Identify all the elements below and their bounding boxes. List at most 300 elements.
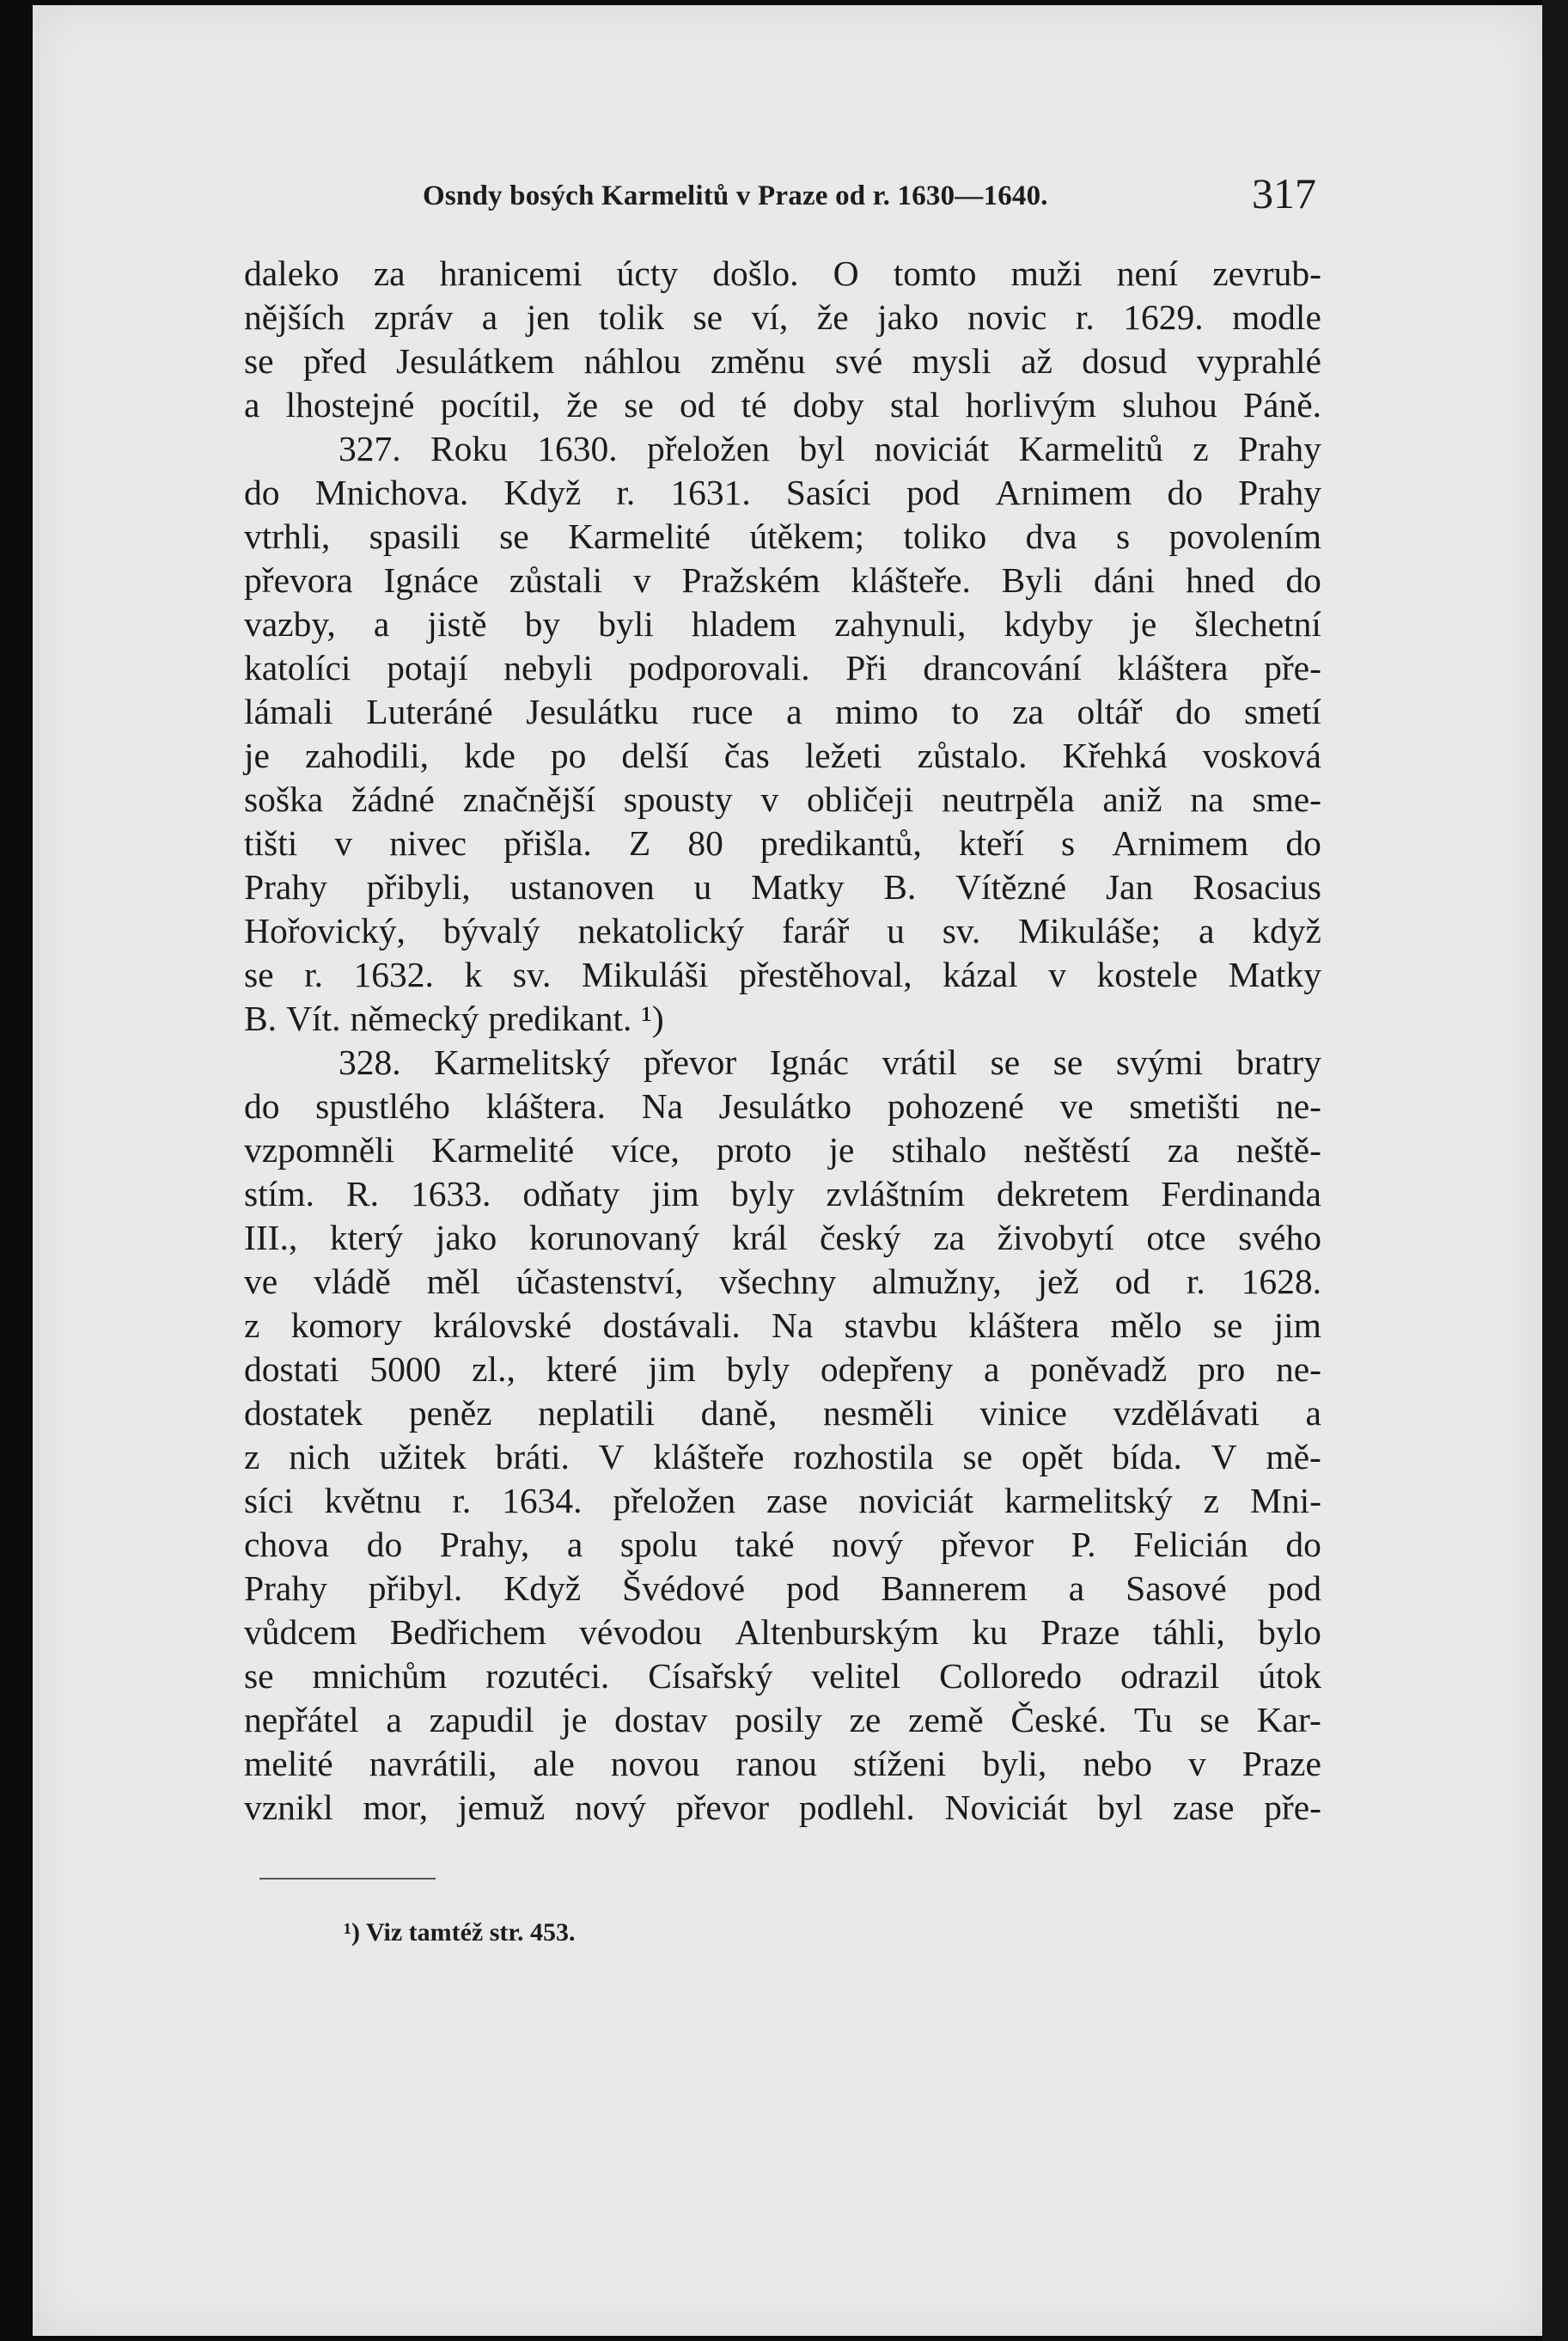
word: přibyli,: [366, 867, 471, 907]
word: podlehl.: [798, 1788, 915, 1827]
text-line: [244, 865, 1321, 909]
word: dostávali.: [602, 1305, 741, 1345]
word: dva: [1025, 516, 1077, 556]
word: není: [1116, 254, 1179, 293]
page-number: 317: [1252, 169, 1316, 217]
word: z: [1203, 1481, 1220, 1520]
word: 1628.: [1241, 1262, 1321, 1301]
word: neštěstí: [1023, 1130, 1131, 1170]
word: Colloredo: [939, 1656, 1083, 1696]
text-line: [244, 1654, 1321, 1698]
word: stavbu: [844, 1305, 938, 1345]
word: zvláštním: [826, 1174, 965, 1213]
word: Mikuláši: [581, 955, 709, 994]
word: v: [1187, 1744, 1206, 1783]
text-line: [244, 646, 1321, 690]
word: stihalo: [891, 1130, 987, 1170]
word: nový: [575, 1788, 647, 1827]
word: potají: [387, 648, 468, 688]
word: zůstalo.: [917, 736, 1028, 775]
word: Noviciát: [944, 1788, 1068, 1827]
word: Karmelitů: [1018, 429, 1163, 468]
word: je: [1131, 604, 1157, 644]
word: Prahy: [244, 1568, 327, 1608]
word: jim: [651, 1174, 699, 1213]
word: přibyl.: [368, 1568, 463, 1608]
word: obličeji: [806, 779, 914, 819]
word: neutrpěla: [942, 779, 1075, 819]
text-line: [244, 1479, 1321, 1523]
word: a: [373, 604, 390, 644]
word: Prahy,: [439, 1525, 530, 1564]
word: ustanoven: [509, 867, 655, 907]
word: zahodili,: [304, 736, 429, 775]
word: 1630.: [537, 429, 618, 468]
word: ve: [244, 1262, 278, 1301]
word: modle: [1232, 297, 1321, 337]
word: přeložen: [647, 429, 770, 468]
text-line: [244, 822, 1321, 865]
word: lámali: [244, 692, 333, 731]
word: Vítězné: [955, 867, 1067, 907]
word: značnější: [462, 779, 595, 819]
word: ležeti: [804, 736, 882, 775]
word: pře-: [1264, 1788, 1321, 1827]
text-line: [244, 296, 1321, 339]
word: když: [1252, 911, 1321, 950]
word: ze: [849, 1700, 882, 1739]
word: Jan: [1105, 867, 1154, 907]
word: proto: [716, 1130, 792, 1170]
word: novic: [967, 297, 1047, 337]
word: kláštera.: [485, 1086, 606, 1126]
word: zahynuli,: [834, 604, 967, 644]
text-line: [244, 1304, 1321, 1348]
word: ranou: [735, 1744, 817, 1783]
text-line: [244, 1567, 1321, 1611]
word: zpráv: [374, 297, 454, 337]
word: mimo: [834, 692, 918, 731]
word: B.: [883, 867, 917, 907]
footnote-rule: [259, 1878, 436, 1880]
word: a: [386, 1700, 402, 1739]
word: vévodou: [579, 1612, 703, 1652]
word: od: [679, 385, 716, 425]
word: více,: [611, 1130, 680, 1170]
word: zase: [766, 1481, 828, 1520]
word: lhostejné: [285, 385, 415, 425]
word: tomto: [893, 254, 977, 293]
word: soška: [244, 779, 324, 819]
text-line: [244, 383, 1321, 427]
word: do: [244, 1086, 280, 1126]
word: Císařský: [648, 1656, 773, 1696]
word: Bedřichem: [389, 1612, 546, 1652]
word: kde: [463, 736, 516, 775]
word: Když: [503, 1568, 582, 1608]
word: se: [1052, 1042, 1083, 1082]
word: podporovali.: [628, 648, 810, 688]
word: navrátili,: [369, 1744, 497, 1783]
word: a: [1305, 1393, 1321, 1433]
word: kláštera: [968, 1305, 1080, 1345]
word: jistě: [427, 604, 487, 644]
word: Na: [641, 1086, 684, 1126]
word: vzdělávati: [1113, 1393, 1260, 1433]
word: z: [1193, 429, 1209, 468]
page-header: [423, 168, 1316, 229]
word: ví,: [751, 297, 789, 337]
word: P.: [1071, 1525, 1096, 1564]
word: vznikl: [244, 1788, 333, 1827]
word: útok: [1258, 1656, 1321, 1696]
word: svého: [1238, 1218, 1321, 1257]
word: Mikuláše;: [1018, 911, 1162, 950]
word: r.: [616, 473, 636, 512]
word: delší: [621, 736, 689, 775]
word: je: [828, 1130, 855, 1170]
word: oltář: [1077, 692, 1143, 731]
word: mnichům: [312, 1656, 448, 1696]
word: změnu: [710, 341, 806, 381]
word: před: [302, 341, 367, 381]
word: horlivým: [965, 385, 1096, 425]
word: karmelitský: [1004, 1481, 1173, 1520]
word: Ferdinanda: [1161, 1174, 1321, 1213]
word: od: [1114, 1262, 1151, 1301]
word: spasili: [369, 516, 461, 556]
word: 80: [687, 823, 723, 863]
word: otce: [1146, 1218, 1206, 1257]
word: Roku: [430, 429, 508, 468]
word: květnu: [324, 1481, 422, 1520]
word: pod: [906, 473, 961, 512]
word: pod: [1267, 1568, 1321, 1608]
word: 5000: [369, 1349, 442, 1389]
word: klášteře.: [851, 560, 971, 600]
word: odrazil: [1120, 1656, 1220, 1696]
word: ruce: [692, 692, 753, 731]
word: se: [244, 955, 274, 994]
word: vůdcem: [244, 1612, 357, 1652]
text-line: [244, 778, 1321, 822]
word: až: [1021, 341, 1052, 381]
word: pohozené: [887, 1086, 1024, 1126]
word: za: [373, 254, 406, 293]
word: úcty: [616, 254, 679, 293]
word: r.: [1186, 1262, 1205, 1301]
word: došlo.: [712, 254, 799, 293]
word: a: [244, 385, 260, 425]
word: nebyli: [503, 648, 594, 688]
word: převora: [244, 560, 353, 600]
word: nový: [832, 1525, 904, 1564]
word: Tu: [1133, 1700, 1173, 1739]
word: zevrub-: [1212, 254, 1321, 293]
word: dosud: [1082, 341, 1168, 381]
word: spolu: [619, 1525, 698, 1564]
word: velitel: [811, 1656, 901, 1696]
text-line: [244, 1348, 1321, 1391]
text-line: [244, 690, 1321, 734]
word: Rosacius: [1193, 867, 1321, 907]
word: pod: [786, 1568, 840, 1608]
word: drancování: [923, 648, 1082, 688]
word: a: [786, 692, 802, 731]
word: Prahy: [1238, 473, 1321, 512]
word: jemuž: [457, 1788, 546, 1827]
text-line: [244, 734, 1321, 778]
word: živobytí: [997, 1218, 1114, 1257]
word: ne-: [1275, 1086, 1321, 1126]
word: toliko: [903, 516, 987, 556]
word: že: [566, 385, 599, 425]
word: Arnimem: [1112, 823, 1249, 863]
word: novou: [610, 1744, 700, 1783]
word: táhli,: [1152, 1612, 1225, 1652]
word: vtrhli,: [244, 516, 331, 556]
word: bráti.: [495, 1437, 570, 1476]
word: z: [244, 1437, 260, 1476]
word: nějších: [244, 297, 345, 337]
text-line: [244, 953, 1321, 997]
word: Sasové: [1126, 1568, 1227, 1608]
word: účastenství,: [516, 1262, 684, 1301]
word: jim: [648, 1349, 696, 1389]
word: neště-: [1235, 1130, 1321, 1170]
word: Švédové: [622, 1568, 746, 1608]
word: O: [833, 254, 859, 293]
word: povolením: [1168, 516, 1321, 556]
word: Karmelité: [431, 1130, 575, 1170]
word: Karmelitský: [434, 1042, 611, 1082]
word: muži: [1010, 254, 1083, 293]
word: do: [1285, 1525, 1321, 1564]
scan-right-edge: [1542, 0, 1568, 2341]
word: ale: [533, 1744, 575, 1783]
word: B.: [244, 999, 278, 1038]
word: stíženi: [853, 1744, 947, 1783]
word: se: [1212, 1305, 1243, 1345]
word: svými: [1115, 1042, 1204, 1082]
text-line: [244, 1085, 1321, 1128]
word: vosková: [1202, 736, 1321, 775]
word: pro: [1197, 1349, 1246, 1389]
word: s: [1061, 823, 1076, 863]
text-line: [244, 1435, 1321, 1479]
word: melité: [244, 1744, 333, 1783]
word: 328.: [339, 1042, 401, 1082]
word: Na: [772, 1305, 814, 1345]
word: noviciát: [858, 1481, 973, 1520]
word: vzpomněli: [244, 1130, 395, 1170]
word: Mnichova.: [314, 473, 469, 512]
word: Sasíci: [785, 473, 871, 512]
word: Matky: [751, 867, 845, 907]
word: Praze: [1040, 1612, 1120, 1652]
word: se: [692, 297, 723, 337]
word: peněz: [408, 1393, 492, 1433]
word: Altenburským: [735, 1612, 939, 1652]
word: Mni-: [1249, 1481, 1321, 1520]
word: po: [550, 736, 587, 775]
word: 1631.: [670, 473, 751, 512]
word: 1633.: [410, 1174, 491, 1213]
word: a: [481, 297, 498, 337]
word: stal: [889, 385, 940, 425]
word: země: [908, 1700, 984, 1739]
word: k: [464, 955, 483, 994]
word: r.: [452, 1481, 472, 1520]
word: pocítil,: [440, 385, 541, 425]
word: Luteráné: [366, 692, 493, 731]
word: III.,: [244, 1218, 298, 1257]
text-line: [244, 1260, 1321, 1304]
word: jako: [435, 1218, 497, 1257]
word: predikantů,: [760, 823, 922, 863]
word: rozutéci.: [485, 1656, 610, 1696]
word: daleko: [244, 254, 339, 293]
word: Pražském: [681, 560, 821, 600]
word: Křehká: [1062, 736, 1168, 775]
word: sluhou: [1122, 385, 1217, 425]
word: se: [244, 1656, 274, 1696]
word: sme-: [1252, 779, 1321, 819]
word: a: [1068, 1568, 1085, 1608]
word: vrátil: [882, 1042, 958, 1082]
word: kláštera: [1117, 648, 1229, 688]
word: komory: [290, 1305, 402, 1345]
word: poněvadž: [1030, 1349, 1168, 1389]
word: své: [834, 341, 883, 381]
word: v: [632, 560, 651, 600]
word: Z: [628, 823, 651, 863]
word: byli: [598, 604, 654, 644]
word: přestěhoval,: [738, 955, 912, 994]
word: Jesulátku: [526, 692, 659, 731]
word: v: [760, 779, 779, 819]
word: dostatek: [244, 1393, 363, 1433]
word: ¹): [641, 999, 664, 1038]
word: Praze: [1242, 1744, 1321, 1783]
word: posily: [735, 1700, 822, 1739]
text-line: [244, 1786, 1321, 1830]
word: Vít.: [286, 999, 341, 1038]
word: je: [244, 736, 270, 775]
word: zapudil: [429, 1700, 534, 1739]
word: na: [1190, 779, 1224, 819]
word: Hořovický,: [244, 911, 406, 950]
word: který: [329, 1218, 404, 1257]
word: nebo: [1083, 1744, 1152, 1783]
word: převor: [675, 1788, 770, 1827]
word: opět: [1021, 1437, 1083, 1476]
word: hranicemi: [439, 254, 583, 293]
word: se: [962, 1437, 993, 1476]
word: se: [244, 341, 274, 381]
word: žádné: [351, 779, 435, 819]
word: vládě: [313, 1262, 391, 1301]
word: nesměli: [822, 1393, 935, 1433]
word: že: [816, 297, 849, 337]
word: za: [933, 1218, 966, 1257]
text-line: [244, 909, 1321, 953]
word: stím.: [244, 1174, 314, 1213]
word: smetí: [1244, 692, 1321, 731]
word: a: [984, 1349, 1000, 1389]
word: noviciát: [874, 429, 990, 468]
word: sv.: [512, 955, 552, 994]
word: u: [887, 911, 905, 950]
word: r.: [1075, 297, 1095, 337]
word: vazby,: [244, 604, 336, 644]
word: kázal: [943, 955, 1018, 994]
word: Felicián: [1133, 1525, 1248, 1564]
text-line: [244, 1391, 1321, 1435]
word: almužny,: [872, 1262, 1002, 1301]
paragraph-328-start: [244, 1041, 1321, 1085]
word: vinice: [979, 1393, 1067, 1433]
text-line: [244, 515, 1321, 559]
word: by: [524, 604, 561, 644]
word: odepřeny: [820, 1349, 954, 1389]
word: síci: [244, 1481, 294, 1520]
word: do: [1167, 473, 1204, 512]
body-text: [244, 252, 1321, 1830]
word: rozhostila: [793, 1437, 934, 1476]
word: r.: [304, 955, 324, 994]
word: náhlou: [583, 341, 681, 381]
word: pře-: [1264, 648, 1321, 688]
word: farář: [781, 911, 850, 950]
text-line: [244, 602, 1321, 646]
word: kteří: [958, 823, 1024, 863]
word: český: [820, 1218, 901, 1257]
word: v: [334, 823, 353, 863]
word: kostele: [1096, 955, 1199, 994]
word: u: [693, 867, 712, 907]
word: a: [1198, 911, 1215, 950]
word: V: [1211, 1437, 1237, 1476]
word: měl: [426, 1262, 480, 1301]
word: do: [1175, 692, 1211, 731]
word: dáni: [1093, 560, 1156, 600]
word: se: [624, 385, 654, 425]
word: České.: [1010, 1700, 1107, 1739]
word: byly: [726, 1349, 790, 1389]
word: doby: [792, 385, 864, 425]
text-line: [244, 1172, 1321, 1216]
word: zl.,: [472, 1349, 516, 1389]
word: německý: [350, 999, 479, 1038]
word: byl: [799, 429, 845, 468]
text-line: [244, 471, 1321, 515]
paragraph-327-end: [244, 997, 1321, 1041]
word: mělo: [1110, 1305, 1182, 1345]
word: Bannerem: [881, 1568, 1028, 1608]
word: jež: [1037, 1262, 1079, 1301]
word: korunovaný: [528, 1218, 700, 1257]
word: 1629.: [1123, 297, 1204, 337]
word: byli,: [982, 1744, 1047, 1783]
word: daně,: [700, 1393, 778, 1433]
word: královské: [433, 1305, 572, 1345]
word: mě-: [1266, 1437, 1321, 1476]
word: jen: [526, 297, 570, 337]
word: Ignác: [769, 1042, 849, 1082]
word: V: [598, 1437, 625, 1476]
word: čas: [723, 736, 770, 775]
